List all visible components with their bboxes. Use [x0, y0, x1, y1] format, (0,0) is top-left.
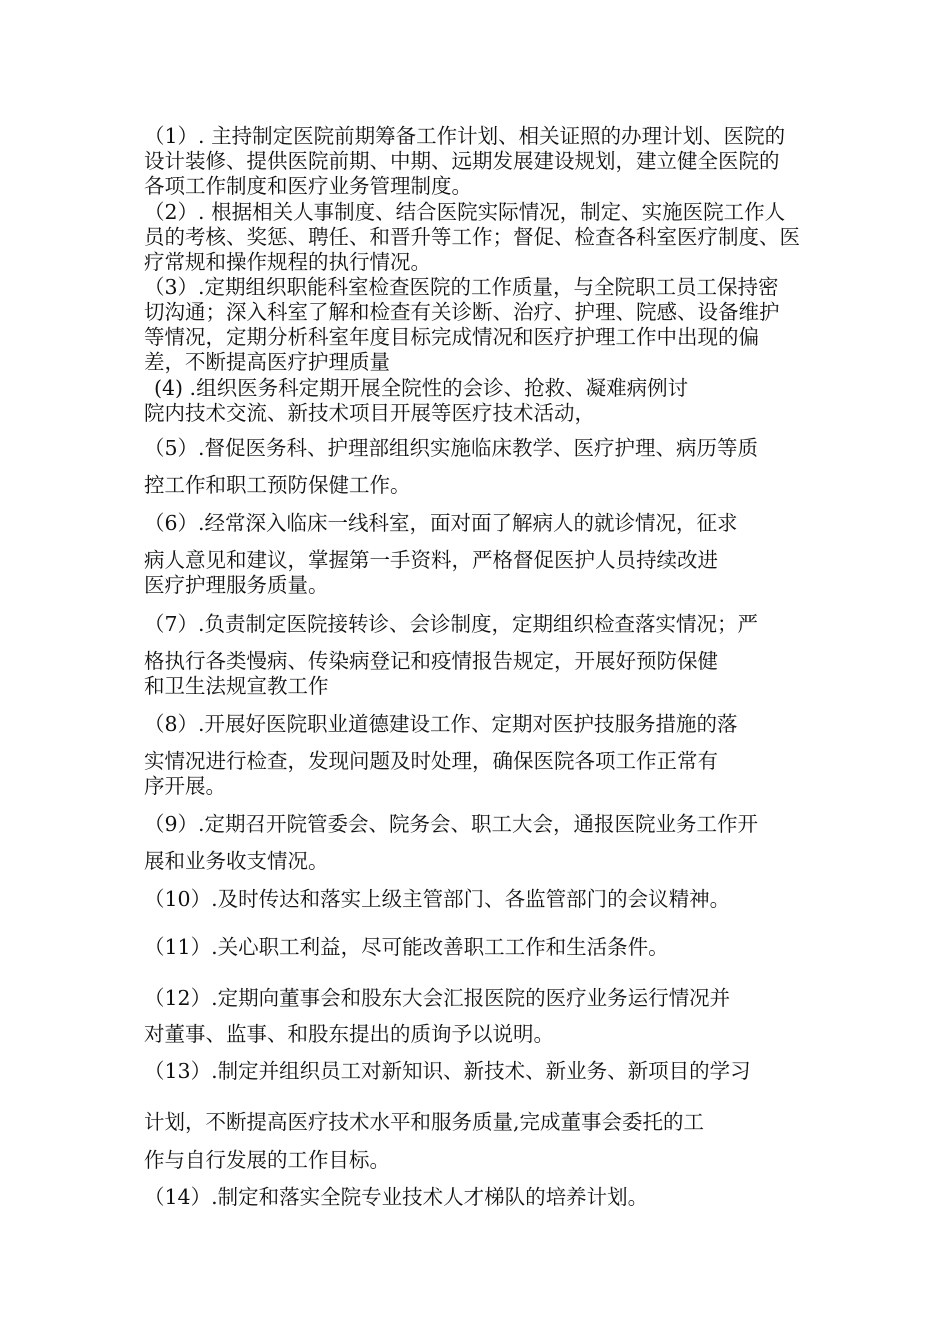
- item-1-line-2: 设计装修、提供医院前期、中期、远期发展建设规划，建立健全医院的: [144, 149, 780, 173]
- item-6-line-1: （6）.经常深入临床一线科室，面对面了解病人的就诊情况，征求: [144, 511, 738, 535]
- item-9-line-1: （9）.定期召开院管委会、院务会、职工大会，通报医院业务工作开: [144, 812, 759, 836]
- item-2-line-1: （2）. 根据相关人事制度、结合医院实际情况，制定、实施医院工作人: [144, 200, 786, 224]
- item-8-line-1: （8）.开展好医院职业道德建设工作、定期对医护技服务措施的落: [144, 712, 738, 736]
- item-4-line-2: 院内技术交流、新技术项目开展等医疗技术活动，: [144, 401, 595, 425]
- item-11-line-1: （11）.关心职工利益，尽可能改善职工工作和生活条件。: [144, 935, 669, 959]
- item-1-line-3: 各项工作制度和医疗业务管理制度。: [144, 174, 472, 198]
- item-3-line-3: 等情况，定期分析科室年度目标完成情况和医疗护理工作中出现的偏: [144, 325, 759, 349]
- item-14-line-1: （14）.制定和落实全院专业技术人才梯队的培养计划。: [144, 1185, 649, 1209]
- item-3-line-2: 切沟通；深入科室了解和检查有关诊断、治疗、护理、院感、设备维护: [144, 300, 780, 324]
- item-13-line-2: 计划，不断提高医疗技术水平和服务质量,完成董事会委托的工: [144, 1110, 705, 1134]
- item-2-line-3: 疗常规和操作规程的执行情况。: [144, 250, 431, 274]
- item-7-line-3: 和卫生法规宣教工作: [144, 674, 329, 698]
- item-8-line-2: 实情况进行检查，发现问题及时处理，确保医院各项工作正常有: [144, 749, 718, 773]
- item-6-line-2: 病人意见和建议，掌握第一手资料，严格督促医护人员持续改进: [144, 548, 718, 572]
- item-13-line-1: （13）.制定并组织员工对新知识、新技术、新业务、新项目的学习: [144, 1059, 751, 1083]
- item-9-line-2: 展和业务收支情况。: [144, 849, 329, 873]
- item-2-line-2: 员的考核、奖惩、聘任、和晋升等工作；督促、检查各科室医疗制度、医: [144, 225, 800, 249]
- item-5-line-1: （5）.督促医务科、护理部组织实施临床教学、医疗护理、病历等质: [144, 436, 759, 460]
- item-8-line-3: 序开展。: [144, 774, 226, 798]
- item-13-line-3: 作与自行发展的工作目标。: [144, 1148, 390, 1172]
- item-7-line-2: 格执行各类慢病、传染病登记和疫情报告规定，开展好预防保健: [144, 649, 718, 673]
- item-1-line-1: （1）. 主持制定医院前期筹备工作计划、相关证照的办理计划、医院的: [144, 124, 786, 148]
- item-10-line-1: （10）.及时传达和落实上级主管部门、各监管部门的会议精神。: [144, 887, 731, 911]
- item-3-line-4: 差，不断提高医疗护理质量: [144, 350, 390, 374]
- item-12-line-2: 对董事、监事、和股东提出的质询予以说明。: [144, 1022, 554, 1046]
- item-4-line-1: (4) .组织医务科定期开展全院性的会诊、抢救、凝难病例讨: [154, 376, 689, 400]
- item-5-line-2: 控工作和职工预防保健工作。: [144, 473, 411, 497]
- item-7-line-1: （7）.负责制定医院接转诊、会诊制度，定期组织检查落实情况；严: [144, 612, 759, 636]
- item-6-line-3: 医疗护理服务质量。: [144, 573, 329, 597]
- item-3-line-1: （3）.定期组织职能科室检查医院的工作质量，与全院职工员工保持密: [144, 275, 779, 299]
- item-12-line-1: （12）.定期向董事会和股东大会汇报医院的医疗业务运行情况并: [144, 986, 731, 1010]
